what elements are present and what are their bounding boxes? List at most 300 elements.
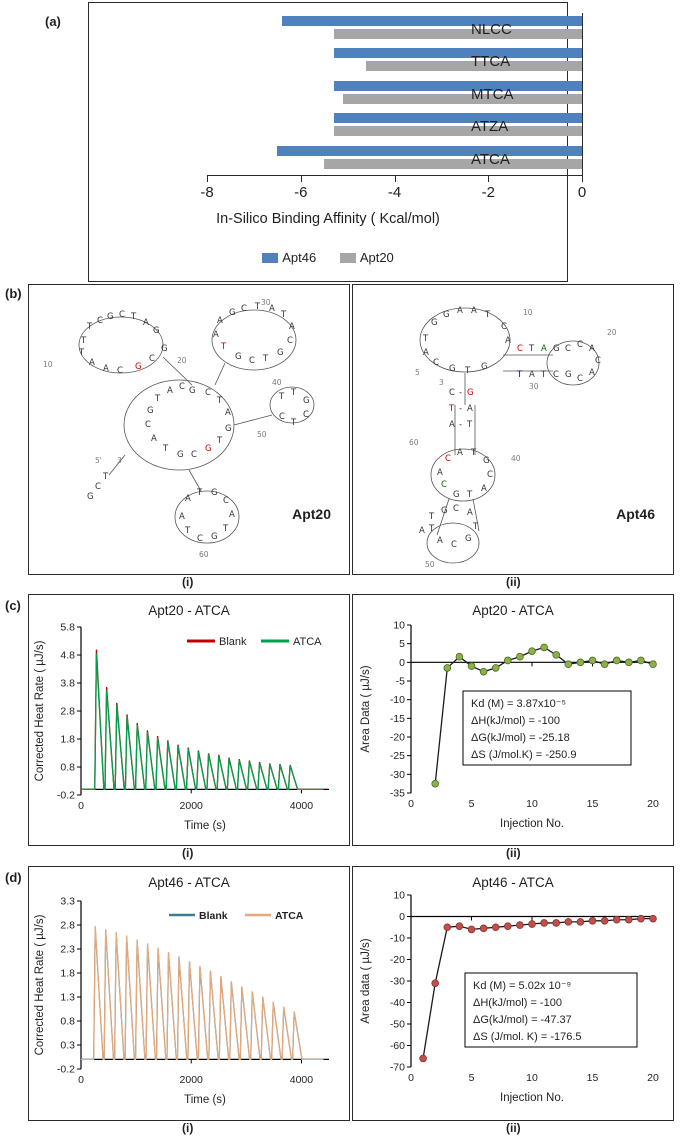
- svg-text:60: 60: [199, 550, 209, 559]
- x-tick-label: -2: [481, 184, 495, 201]
- panel-b-sub-i: (i): [182, 575, 194, 589]
- data-point: [577, 659, 584, 666]
- y-tick-label: -5: [395, 675, 405, 688]
- svg-text:G: G: [177, 450, 184, 460]
- svg-text:G: G: [147, 406, 154, 416]
- panel-a-binding-affinity: [0, 0, 685, 282]
- svg-text:-: -: [459, 388, 463, 398]
- panel-d-tag: (d): [5, 870, 22, 885]
- y-axis-label: Area Data ( µJ/s): [360, 665, 372, 753]
- apt46-structure-svg: [353, 285, 671, 572]
- bar-apt46: [334, 48, 582, 58]
- data-point: [492, 665, 499, 672]
- legend-label-atca: ATCA: [293, 636, 322, 648]
- thermodynamics-line: Kd (M) = 5.02x 10⁻⁹: [473, 980, 572, 992]
- data-point: [601, 661, 608, 668]
- svg-text:20: 20: [607, 328, 617, 337]
- svg-text:T: T: [465, 366, 471, 376]
- bar-apt20: [334, 29, 582, 39]
- svg-text:A: A: [143, 318, 149, 328]
- svg-text:C: C: [241, 304, 247, 314]
- bar-apt46: [282, 16, 582, 26]
- svg-text:T: T: [541, 370, 547, 380]
- y-tick-label: -40: [389, 997, 405, 1009]
- svg-text:C: C: [205, 388, 211, 398]
- y-tick-label: 1.3: [60, 991, 75, 1004]
- y-tick-label: 5.8: [60, 621, 75, 634]
- y-tick-label: -0.2: [56, 789, 75, 802]
- svg-text:G: G: [235, 352, 242, 362]
- legend-item-apt20: [340, 250, 394, 265]
- panel-d-sub-ii: (ii): [506, 1121, 521, 1135]
- svg-text:C: C: [433, 358, 439, 368]
- svg-text:T: T: [485, 310, 491, 320]
- apt20-structure-svg: [29, 285, 347, 572]
- svg-text:T: T: [163, 444, 169, 454]
- y-tick-label: -35: [389, 787, 405, 800]
- svg-text:T: T: [263, 354, 269, 364]
- x-tick-label: 4000: [289, 800, 314, 812]
- svg-text:C: C: [119, 310, 125, 320]
- bar-apt46: [334, 113, 582, 123]
- data-point: [613, 657, 620, 664]
- y-tick-label: 1.8: [60, 733, 75, 746]
- svg-text:T: T: [87, 322, 93, 332]
- svg-text:A: A: [229, 510, 235, 520]
- apt46-thermogram-title: Apt46 - ATCA: [148, 875, 230, 890]
- data-point: [432, 980, 439, 987]
- svg-text:G: G: [565, 370, 572, 380]
- legend: [89, 250, 567, 265]
- data-point: [504, 657, 511, 664]
- y-tick-label: 0: [399, 911, 405, 923]
- svg-text:T: T: [223, 524, 229, 534]
- svg-text:T: T: [185, 526, 191, 536]
- y-tick-label: 0.3: [60, 1039, 75, 1052]
- svg-text:C: C: [501, 322, 507, 332]
- data-point: [541, 920, 548, 927]
- svg-text:T: T: [449, 404, 455, 414]
- data-point: [565, 918, 572, 925]
- svg-text:T: T: [473, 522, 479, 532]
- svg-text:A: A: [167, 386, 173, 396]
- svg-text:A: A: [419, 526, 425, 536]
- data-point: [529, 921, 536, 928]
- x-tick-label: 0: [78, 1074, 84, 1086]
- apt46-area-title: Apt46 - ATCA: [472, 875, 554, 890]
- svg-text:G: G: [467, 388, 474, 398]
- svg-text:G: G: [483, 456, 490, 466]
- legend-label-blank: Blank: [199, 910, 228, 922]
- svg-text:C: C: [149, 354, 155, 364]
- data-point: [432, 780, 439, 787]
- bar-group: [207, 110, 582, 142]
- x-tick-label: -6: [294, 184, 308, 201]
- data-point: [650, 661, 657, 668]
- svg-text:T: T: [103, 472, 109, 482]
- panel-a-frame: [88, 2, 587, 282]
- bar-category-label: MTCA: [471, 85, 514, 103]
- data-point: [504, 923, 511, 930]
- y-tick-label: 2.3: [60, 943, 75, 956]
- y-axis-label: Area data ( µJ/s): [360, 938, 372, 1024]
- svg-text:T: T: [255, 302, 261, 312]
- svg-text:3': 3': [117, 456, 124, 465]
- legend-swatch-apt46: [262, 253, 278, 263]
- x-tick-label: 10: [526, 798, 538, 810]
- thermodynamics-line: ΔH(kJ/mol) = -100: [471, 715, 560, 727]
- thermodynamics-line: ΔS (J/mol.K) = -250.9: [471, 749, 577, 761]
- y-tick-label: -50: [389, 1018, 405, 1031]
- panel-b-tag: (b): [5, 286, 22, 301]
- x-tick-label: 15: [586, 798, 599, 810]
- apt46-label: Apt46: [616, 506, 655, 522]
- svg-text:-: -: [459, 404, 463, 414]
- x-tick-label: -4: [387, 184, 402, 201]
- apt46-area-svg: [353, 867, 671, 1118]
- svg-text:A: A: [505, 336, 511, 346]
- svg-text:C: C: [117, 366, 123, 376]
- thermodynamics-line: ΔG(kJ/mol) = -47.37: [473, 1014, 572, 1026]
- legend-item-apt46: [262, 250, 316, 265]
- svg-text:G: G: [189, 386, 196, 396]
- x-tick-label: 0: [78, 800, 84, 812]
- y-tick-label: 0: [399, 656, 405, 669]
- svg-text:A: A: [467, 508, 473, 518]
- svg-text:30: 30: [529, 382, 539, 391]
- svg-text:C: C: [95, 482, 101, 492]
- x-tick: [207, 175, 208, 182]
- y-tick-label: -20: [389, 731, 405, 744]
- svg-text:C: C: [577, 340, 583, 350]
- y-tick-label: -60: [389, 1040, 405, 1052]
- svg-text:C: C: [445, 454, 451, 464]
- apt46-area-cell: [352, 866, 674, 1121]
- data-point: [553, 920, 560, 927]
- y-tick-label: 10: [393, 889, 405, 902]
- svg-text:T: T: [281, 310, 287, 320]
- y-tick-label: 3.3: [60, 895, 75, 908]
- thermodynamics-line: Kd (M) = 3.87x10⁻⁵: [471, 698, 567, 710]
- thermodynamics-line: ΔG(kJ/mol) = -25.18: [471, 732, 570, 744]
- y-tick-label: -20: [389, 954, 405, 966]
- svg-text:C: C: [191, 450, 197, 460]
- y-tick-label: -10: [389, 694, 405, 707]
- svg-text:50: 50: [425, 560, 435, 569]
- svg-text:C: C: [595, 356, 601, 366]
- y-tick-label: 0.8: [60, 1015, 75, 1028]
- x-tick-label: 2000: [179, 800, 203, 812]
- y-tick-label: 1.8: [60, 967, 75, 980]
- svg-text:A: A: [269, 304, 275, 314]
- bar-apt20: [343, 94, 582, 104]
- x-tick-label: 5: [468, 1072, 475, 1084]
- bar-category-label: NLCC: [471, 21, 512, 38]
- svg-text:C: C: [451, 540, 457, 550]
- x-tick-label: -8: [200, 184, 214, 201]
- y-axis-label: Corrected Heat Rate ( µJ/s): [34, 640, 46, 782]
- svg-text:T: T: [197, 488, 203, 498]
- svg-text:10: 10: [523, 308, 533, 317]
- svg-text:C: C: [449, 388, 455, 398]
- svg-text:A: A: [457, 306, 463, 316]
- apt20-thermogram-svg: [29, 595, 347, 843]
- bar-category-label: TTCA: [471, 53, 511, 71]
- svg-text:A: A: [103, 364, 109, 374]
- x-tick-label: 0: [408, 1072, 414, 1084]
- svg-text:60: 60: [409, 438, 419, 447]
- bar-apt20: [324, 159, 582, 169]
- svg-text:A: A: [589, 368, 595, 378]
- bar-group: [207, 45, 582, 77]
- x-tick-label: 10: [526, 1072, 538, 1084]
- svg-text:C: C: [279, 412, 285, 422]
- svg-text:C: C: [453, 504, 459, 514]
- svg-text:40: 40: [511, 454, 521, 463]
- svg-text:A: A: [437, 468, 443, 478]
- svg-text:T: T: [467, 420, 473, 430]
- apt46-thermogram-cell: [28, 866, 350, 1121]
- svg-text:G: G: [303, 396, 310, 406]
- svg-text:A: A: [179, 512, 185, 522]
- svg-text:T: T: [155, 394, 161, 404]
- svg-text:T: T: [467, 490, 473, 500]
- svg-text:T: T: [279, 392, 285, 402]
- y-tick-label: 0.8: [60, 761, 75, 774]
- bar-category-label: ATZA: [471, 118, 509, 136]
- x-axis-label: Injection No.: [500, 1092, 564, 1104]
- data-point: [420, 1055, 427, 1062]
- x-tick: [301, 175, 302, 182]
- data-point: [444, 924, 451, 931]
- svg-text:T: T: [291, 418, 297, 428]
- svg-text:A: A: [471, 306, 477, 316]
- svg-text:C: C: [441, 480, 447, 490]
- y-tick-label: -15: [389, 712, 405, 725]
- svg-text:G: G: [277, 348, 284, 358]
- svg-text:C: C: [303, 410, 309, 420]
- svg-text:5': 5': [95, 456, 102, 465]
- svg-text:G: G: [553, 344, 560, 354]
- svg-text:A: A: [589, 344, 595, 354]
- panel-c-itc-apt20: [0, 594, 685, 866]
- svg-text:C: C: [197, 534, 203, 544]
- x-tick: [582, 175, 583, 182]
- apt46-thermogram-svg: [29, 867, 347, 1118]
- svg-text:G: G: [481, 362, 488, 372]
- y-tick-label: 4.8: [60, 649, 75, 662]
- svg-text:G: G: [431, 318, 438, 328]
- svg-text:C: C: [565, 344, 571, 354]
- svg-text:50: 50: [257, 430, 267, 439]
- data-point: [517, 922, 524, 929]
- legend-swatch-apt20: [340, 253, 356, 263]
- x-tick: [488, 175, 489, 182]
- apt20-label: Apt20: [292, 506, 331, 522]
- svg-text:G: G: [161, 344, 168, 354]
- y-tick-label: 2.8: [60, 705, 75, 718]
- svg-text:G: G: [225, 424, 232, 434]
- svg-text:G: G: [229, 308, 236, 318]
- x-tick: [395, 175, 396, 182]
- svg-text:C: C: [145, 420, 151, 430]
- x-axis-label: In-Silico Binding Affinity ( Kcal/mol): [216, 211, 440, 227]
- panel-b-sub-ii: (ii): [506, 575, 521, 589]
- svg-text:C: C: [249, 356, 255, 366]
- svg-text:3: 3: [439, 378, 444, 387]
- svg-text:T: T: [471, 448, 477, 458]
- y-tick-label: -70: [389, 1061, 405, 1074]
- data-point: [468, 926, 475, 933]
- legend-label-atca: ATCA: [275, 910, 304, 922]
- data-point: [625, 916, 632, 923]
- svg-text:A: A: [423, 348, 429, 358]
- svg-text:T: T: [423, 334, 429, 344]
- panel-c-tag: (c): [5, 598, 21, 613]
- bar-group: [207, 13, 582, 45]
- x-axis-label: Injection No.: [500, 818, 564, 830]
- panel-d-itc-apt46: [0, 866, 685, 1141]
- y-tick-label: -0.2: [56, 1063, 75, 1076]
- svg-text:A: A: [89, 358, 95, 368]
- x-tick-label: 20: [647, 798, 659, 810]
- svg-text:T: T: [81, 336, 87, 346]
- svg-text:A: A: [289, 322, 295, 332]
- y-axis-label: Corrected Heat Rate ( µJ/s): [34, 914, 46, 1056]
- svg-text:C: C: [97, 316, 103, 326]
- svg-text:T: T: [517, 370, 523, 380]
- svg-text:G: G: [135, 362, 142, 372]
- data-point: [529, 648, 536, 655]
- svg-text:A: A: [457, 448, 463, 458]
- panel-d-sub-i: (i): [182, 1121, 194, 1135]
- bar-apt46: [334, 81, 582, 91]
- svg-text:T: T: [217, 436, 223, 446]
- data-point: [541, 644, 548, 651]
- svg-text:G: G: [465, 534, 472, 544]
- panel-b-secondary-structures: [0, 284, 685, 589]
- svg-text:T: T: [217, 396, 223, 406]
- y-tick-label: -25: [389, 750, 405, 763]
- data-point: [601, 917, 608, 924]
- atca-trace: [81, 926, 323, 1059]
- x-tick-label: 5: [468, 798, 475, 810]
- svg-text:C: C: [487, 470, 493, 480]
- x-axis-label: Time (s): [184, 820, 226, 832]
- svg-text:G: G: [87, 492, 94, 502]
- svg-text:G: G: [441, 506, 448, 516]
- svg-text:40: 40: [272, 378, 282, 387]
- svg-text:A: A: [541, 344, 547, 354]
- bar-apt46: [277, 146, 582, 156]
- x-axis-label: Time (s): [184, 1094, 226, 1106]
- y-tick-label: -30: [389, 975, 405, 988]
- x-tick-label: 0: [577, 184, 587, 201]
- data-point: [577, 918, 584, 925]
- svg-text:G: G: [449, 364, 456, 374]
- apt20-area-svg: [353, 595, 671, 843]
- svg-text:G: G: [205, 444, 212, 454]
- apt20-thermogram-cell: [28, 594, 350, 846]
- apt20-area-title: Apt20 - ATCA: [472, 603, 554, 618]
- svg-text:T: T: [79, 348, 85, 358]
- svg-text:5: 5: [415, 368, 420, 377]
- data-point: [492, 924, 499, 931]
- panel-a-tag: (a): [45, 14, 61, 29]
- svg-text:T: T: [529, 344, 535, 354]
- svg-text:A: A: [449, 420, 455, 430]
- data-point: [553, 651, 560, 658]
- y-tick-label: 2.8: [60, 919, 75, 932]
- svg-text:C: C: [179, 382, 185, 392]
- svg-text:A: A: [467, 404, 473, 414]
- zero-axis-line: [582, 13, 583, 175]
- apt20-area-cell: [352, 594, 674, 846]
- x-tick-label: 2000: [179, 1074, 203, 1086]
- svg-text:G: G: [153, 326, 160, 336]
- svg-text:C: C: [517, 344, 523, 354]
- atca-trace: [81, 654, 323, 790]
- data-point: [565, 661, 572, 668]
- svg-text:A: A: [529, 370, 535, 380]
- svg-text:C: C: [577, 374, 583, 384]
- binding-affinity-plot: [207, 13, 582, 175]
- y-tick-label: 10: [393, 619, 405, 632]
- svg-text:G: G: [211, 488, 218, 498]
- x-tick-label: 0: [408, 798, 414, 810]
- svg-text:10: 10: [43, 360, 53, 369]
- svg-text:C: C: [223, 496, 229, 506]
- svg-text:C: C: [287, 336, 293, 346]
- data-point: [638, 657, 645, 664]
- bar-apt20: [334, 126, 582, 136]
- data-point: [468, 663, 475, 670]
- data-point: [444, 665, 451, 672]
- svg-text:20: 20: [177, 356, 187, 365]
- x-tick-label: 20: [647, 1072, 659, 1084]
- data-point: [613, 916, 620, 923]
- legend-label-apt20: Apt20: [359, 250, 394, 265]
- data-point: [480, 668, 487, 675]
- svg-text:A: A: [225, 408, 231, 418]
- apt20-thermogram-title: Apt20 - ATCA: [148, 603, 230, 618]
- svg-text:-: -: [459, 420, 463, 430]
- data-point: [589, 917, 596, 924]
- svg-text:C: C: [553, 370, 559, 380]
- y-tick-label: 5: [399, 638, 405, 651]
- svg-text:G: G: [211, 532, 218, 542]
- svg-text:G: G: [453, 490, 460, 500]
- data-point: [589, 657, 596, 664]
- legend-label-apt46: Apt46: [282, 250, 317, 265]
- bar-group: [207, 78, 582, 110]
- y-tick-label: -10: [389, 932, 405, 945]
- svg-text:A: A: [213, 330, 219, 340]
- svg-text:A: A: [481, 484, 487, 494]
- data-point: [456, 653, 463, 660]
- y-tick-label: -30: [389, 768, 405, 781]
- svg-text:T: T: [131, 312, 137, 322]
- data-point: [517, 653, 524, 660]
- data-point: [625, 659, 632, 666]
- apt20-structure-cell: [28, 284, 350, 575]
- panel-c-sub-i: (i): [182, 846, 194, 860]
- svg-text:T: T: [429, 524, 435, 534]
- data-point: [480, 925, 487, 932]
- svg-text:30: 30: [261, 298, 271, 307]
- legend-label-blank: Blank: [219, 636, 247, 648]
- svg-text:A: A: [217, 316, 223, 326]
